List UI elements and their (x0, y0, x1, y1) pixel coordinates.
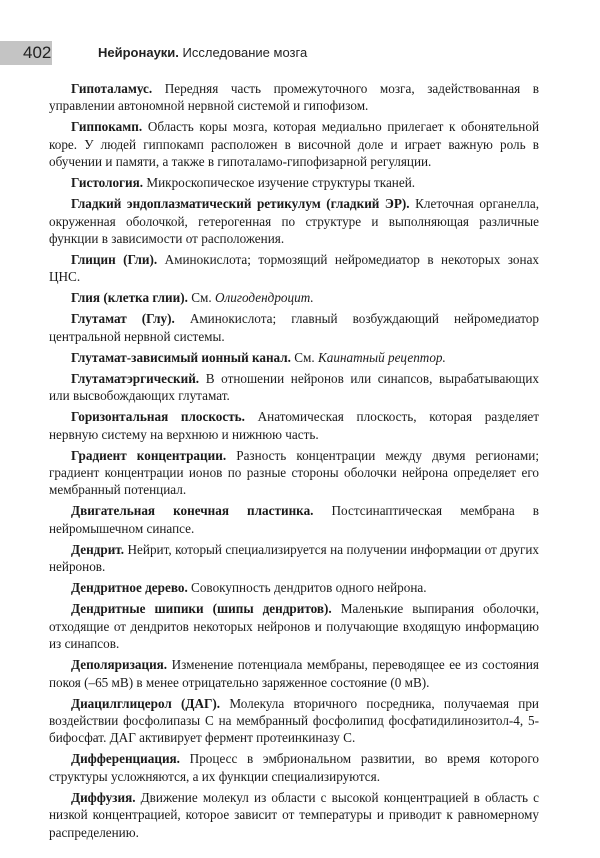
glossary-entry (49, 118, 539, 170)
entry-definition: Совокупность дендритов одного нейрона. (191, 580, 427, 596)
entry-definition: Анатомическая плоскость, которая разделяет нервную систему на верхнюю и нижнюю часть. (49, 409, 539, 442)
entry-term: Гладкий эндоплазматический ретикулум (гладкий ЭР). (71, 196, 410, 212)
entry-definition: Молекула вторичного посредника, получаемая при воздействии фосфолипазы С на мембранный фосфолипид фосфатидилинозитол-4, 5-бифосфат. ДАГ активирует фермент протеинкиназу С. (49, 695, 539, 746)
glossary-entry (49, 289, 539, 306)
entry-term: Гиппокамп. (71, 119, 143, 135)
glossary-entries (49, 80, 539, 845)
entry-definition: Передняя часть промежуточного мозга, задействованная в управлении автономной нервной системой и гипофизом. (49, 81, 539, 114)
glossary-entry (49, 447, 539, 499)
entry-term: Двигательная конечная пластинка. (71, 503, 314, 519)
glossary-entry (49, 195, 539, 247)
entry-definition: См. (294, 349, 315, 365)
entry-definition: Движение молекул из области с высокой концентрацией в область с низкой концентрацией, которое зависит от температуры и приводит к равномерному распределению. (49, 789, 539, 840)
glossary-entry (49, 370, 539, 405)
entry-definition: В отношении нейронов или синапсов, вырабатывающих или высвобождающих глутамат. (49, 370, 539, 404)
entry-term: Глия (клетка глии). (71, 290, 188, 306)
entry-term: Деполяризация. (71, 657, 168, 673)
entry-definition: Клеточная органелла, окруженная оболочкой, гетерогенная по структуре и выполняющая различные функции в зависимости от расположения. (49, 196, 539, 247)
glossary-entry (49, 541, 539, 576)
entry-definition: Нейрит, который специализируется на получении информации от других нейронов. (49, 541, 540, 575)
glossary-entry (49, 310, 539, 345)
book-title: Нейронауки. (98, 45, 179, 60)
entry-definition: Изменение потенциала мембраны, переводящее ее из состояния покоя (–65 мВ) в менее отрицательно заряженное состояние (0 мВ). (49, 657, 539, 690)
glossary-entry (49, 695, 539, 747)
entry-term: Горизонтальная плоскость. (71, 409, 245, 425)
entry-cross-reference: Каинатный рецептор. (318, 349, 446, 365)
glossary-entry (49, 174, 539, 191)
glossary-entry (49, 349, 539, 366)
book-subtitle: Исследование мозга (182, 45, 308, 60)
entry-term: Глутамат (Глу). (71, 311, 175, 327)
glossary-entry (49, 789, 539, 841)
entry-term: Дендритное дерево. (71, 580, 188, 596)
entry-term: Диффузия. (71, 789, 136, 805)
entry-definition: Область коры мозга, которая медиально прилегает к обонятельной коре. У людей гиппокамп расположен в височной доле и играет важную роль в обучении и памяти, а также в гипоталамо-гипофизарной регуляции. (49, 119, 539, 170)
entry-term: Глутаматэргический. (71, 370, 200, 386)
entry-term: Градиент концентрации. (71, 447, 227, 463)
page-number: 402 (23, 43, 52, 62)
glossary-entry (49, 80, 539, 115)
glossary-entry (49, 502, 539, 537)
glossary-entry (49, 579, 539, 596)
entry-term: Глутамат-зависимый ионный канал. (71, 349, 291, 365)
entry-term: Дендрит. (71, 541, 125, 557)
entry-term: Дифференциация. (71, 751, 180, 767)
entry-definition: Процесс в эмбриональном развитии, во время которого структуры усложняются, а их функции специализируются. (49, 751, 539, 784)
glossary-entry (49, 656, 539, 691)
running-head (98, 45, 307, 60)
entry-term: Глицин (Гли). (71, 252, 158, 268)
glossary-entry (49, 408, 539, 443)
entry-cross-reference: Олигодендроцит. (215, 290, 314, 306)
entry-term: Дендритные шипики (шипы дендритов). (71, 601, 332, 617)
glossary-entry (49, 600, 539, 652)
entry-definition: Маленькие выпирания оболочки, отходящие от дендритов некоторых нейронов и получающие входящую информацию из синапсов. (49, 601, 540, 652)
entry-definition: Микроскопическое изучение структуры тканей. (146, 175, 416, 191)
glossary-entry (49, 750, 539, 785)
entry-definition: Разность концентрации между двумя регионами; градиент концентрации ионов по разные стороны оболочки нейрона определяет его мембранный потенциал. (49, 447, 539, 498)
entry-term: Гистология. (71, 175, 144, 191)
entry-definition: Аминокислота; главный возбуждающий нейромедиатор центральной нервной системы. (49, 311, 539, 344)
glossary-entry (49, 251, 539, 286)
entry-definition: См. (191, 290, 212, 306)
entry-definition: Постсинаптическая мембрана в нейромышечном синапсе. (49, 503, 539, 536)
entry-term: Диацилглицерол (ДАГ). (71, 695, 221, 711)
entry-term: Гипоталамус. (71, 81, 153, 96)
entry-definition: Аминокислота; тормозящий нейромедиатор в некоторых зонах ЦНС. (49, 252, 540, 285)
